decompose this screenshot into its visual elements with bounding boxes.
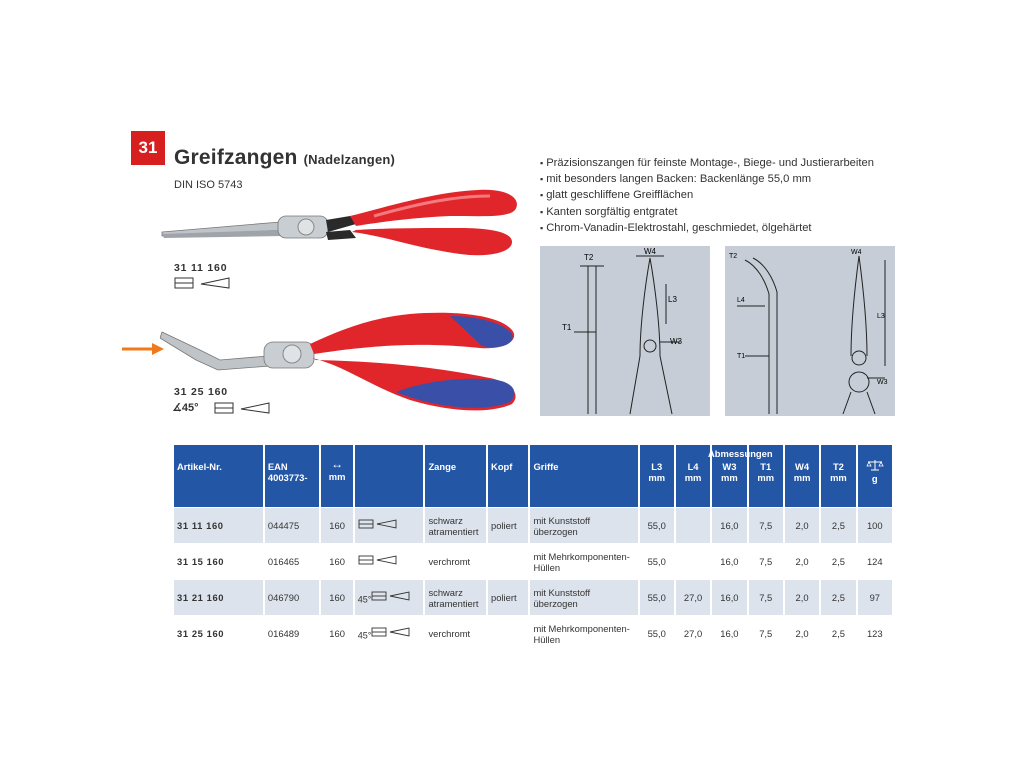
cell-zange: verchromt — [425, 544, 486, 579]
cell-w3: 16,0 — [712, 508, 746, 543]
cell-zange: schwarz atramentiert — [425, 580, 486, 615]
flat-jaw-icon — [358, 518, 398, 530]
cell-length: 160 — [321, 616, 352, 651]
title-main: Greifzangen — [174, 146, 298, 169]
cell-weight: 97 — [858, 580, 892, 615]
col-header-w3: W3 mm — [712, 445, 746, 507]
col-header-t2: T2 mm — [821, 445, 855, 507]
cell-kopf: poliert — [488, 580, 528, 615]
cell-l4 — [676, 544, 710, 579]
specs-table — [172, 444, 894, 652]
cell-ean: 016465 — [265, 544, 320, 579]
cell-l4 — [676, 508, 710, 543]
product-label-bottom: 31 25 160 — [174, 386, 228, 398]
abmessungen-group-label: Abmessungen — [708, 448, 773, 459]
cell-griffe: mit Kunststoff überzogen — [530, 508, 637, 543]
feature-item: ▪ Kanten sorgfältig entgratet — [540, 204, 874, 220]
col-header-artikel: Artikel-Nr. — [174, 445, 263, 507]
dim-label: T2 — [729, 253, 738, 260]
angle-value: 45° — [357, 594, 372, 605]
cell-ean: 044475 — [265, 508, 320, 543]
cell-weight: 100 — [858, 508, 892, 543]
dim-label: W4 — [851, 249, 862, 256]
highlight-arrow-icon — [122, 343, 164, 355]
col-header-l4: L4 mm — [676, 445, 710, 507]
col-header-l3: L3 mm — [640, 445, 674, 507]
dim-label: T1 — [737, 353, 746, 360]
table-header-row — [174, 445, 892, 507]
angle-value: 45° — [357, 630, 372, 641]
dim-label: W3 — [877, 379, 888, 386]
cell-jaw-shape — [355, 544, 424, 579]
cell-t2: 2,5 — [821, 580, 855, 615]
cell-griffe: mit Kunststoff überzogen — [530, 580, 637, 615]
table-row — [174, 508, 892, 543]
col-header-length: ↔ mm — [321, 445, 352, 507]
cell-t1: 7,5 — [749, 580, 783, 615]
cell-artikel: 31 15 160 — [174, 544, 263, 579]
cell-t1: 7,5 — [749, 616, 783, 651]
cell-ean: 016489 — [265, 616, 320, 651]
cell-w4: 2,0 — [785, 616, 819, 651]
cell-t2: 2,5 — [821, 508, 855, 543]
flat-jaw-icon — [174, 276, 234, 290]
cell-zange: verchromt — [425, 616, 486, 651]
feature-item: ▪ glatt geschliffene Greifflächen — [540, 187, 874, 203]
cell-l4: 27,0 — [676, 580, 710, 615]
dim-label: L3 — [877, 313, 885, 320]
dim-label: L3 — [668, 295, 677, 304]
cell-artikel: 31 21 160 — [174, 580, 263, 615]
cell-length: 160 — [321, 544, 352, 579]
cell-artikel: 31 11 160 — [174, 508, 263, 543]
flat-jaw-icon — [358, 554, 398, 566]
feature-item: ▪ mit besonders langen Backen: Backenlänge 55,0 mm — [540, 171, 874, 187]
cell-griffe: mit Mehrkomponenten- Hüllen — [530, 616, 637, 651]
cell-t1: 7,5 — [749, 508, 783, 543]
cell-kopf — [488, 616, 528, 651]
length-icon: ↔ — [331, 457, 344, 471]
angle-label: ∡45° — [172, 402, 199, 414]
col-header-griffe: Griffe — [530, 445, 637, 507]
cell-artikel: 31 25 160 — [174, 616, 263, 651]
col-header-kopf: Kopf — [488, 445, 528, 507]
flat-jaw-icon — [214, 400, 274, 416]
cell-w3: 16,0 — [712, 544, 746, 579]
angle-icon: ∡ — [172, 402, 182, 414]
col-header-jaw-icon — [355, 445, 424, 507]
cell-t2: 2,5 — [821, 544, 855, 579]
table-row — [174, 616, 892, 651]
cell-t2: 2,5 — [821, 616, 855, 651]
dim-label: T2 — [584, 253, 594, 262]
cell-weight: 123 — [858, 616, 892, 651]
col-header-weight: g — [858, 445, 892, 507]
cell-ean: 046790 — [265, 580, 320, 615]
cell-l3: 55,0 — [640, 616, 674, 651]
cell-kopf: poliert — [488, 508, 528, 543]
title-subtitle: (Nadelzangen) — [303, 152, 396, 167]
cell-l3: 55,0 — [640, 580, 674, 615]
cell-l3: 55,0 — [640, 544, 674, 579]
dim-label: W3 — [670, 337, 682, 346]
norm-label: DIN ISO 5743 — [174, 179, 243, 191]
section-number-badge: 31 — [131, 131, 165, 165]
cell-t1: 7,5 — [749, 544, 783, 579]
feature-list — [540, 155, 874, 236]
col-header-w4: W4 mm — [785, 445, 819, 507]
cell-w4: 2,0 — [785, 508, 819, 543]
cell-length: 160 — [321, 580, 352, 615]
cell-jaw-shape — [355, 508, 424, 543]
dim-label: L4 — [737, 297, 745, 304]
scale-icon — [866, 459, 884, 471]
bent-pliers-dimension-diagram — [725, 246, 895, 416]
cell-jaw-shape — [355, 616, 424, 651]
col-header-ean: EAN 4003773- — [265, 445, 320, 507]
flat-jaw-icon — [371, 626, 411, 638]
bent-needle-nose-pliers-image — [160, 296, 525, 416]
col-header-t1: T1 mm — [749, 445, 783, 507]
table-row — [174, 580, 892, 615]
cell-w3: 16,0 — [712, 580, 746, 615]
cell-l4: 27,0 — [676, 616, 710, 651]
cell-w4: 2,0 — [785, 580, 819, 615]
straight-needle-nose-pliers-image — [160, 186, 525, 256]
cell-zange: schwarz atramentiert — [425, 508, 486, 543]
cell-w4: 2,0 — [785, 544, 819, 579]
feature-item: ▪ Chrom-Vanadin-Elektrostahl, geschmiedet, ölgehärtet — [540, 220, 874, 236]
cell-griffe: mit Mehrkomponenten- Hüllen — [530, 544, 637, 579]
product-label-top: 31 11 160 — [174, 262, 228, 274]
feature-item: ▪ Präzisionszangen für feinste Montage-, Biege- und Justierarbeiten — [540, 155, 874, 171]
cell-l3: 55,0 — [640, 508, 674, 543]
col-header-zange: Zange — [425, 445, 486, 507]
dim-label: T1 — [562, 323, 572, 332]
dim-label: W4 — [644, 247, 656, 256]
cell-jaw-shape — [355, 580, 424, 615]
cell-length: 160 — [321, 508, 352, 543]
page-title — [174, 146, 395, 170]
flat-jaw-icon — [371, 590, 411, 602]
straight-pliers-dimension-diagram — [540, 246, 710, 416]
cell-weight: 124 — [858, 544, 892, 579]
table-row — [174, 544, 892, 579]
cell-w3: 16,0 — [712, 616, 746, 651]
cell-kopf — [488, 544, 528, 579]
